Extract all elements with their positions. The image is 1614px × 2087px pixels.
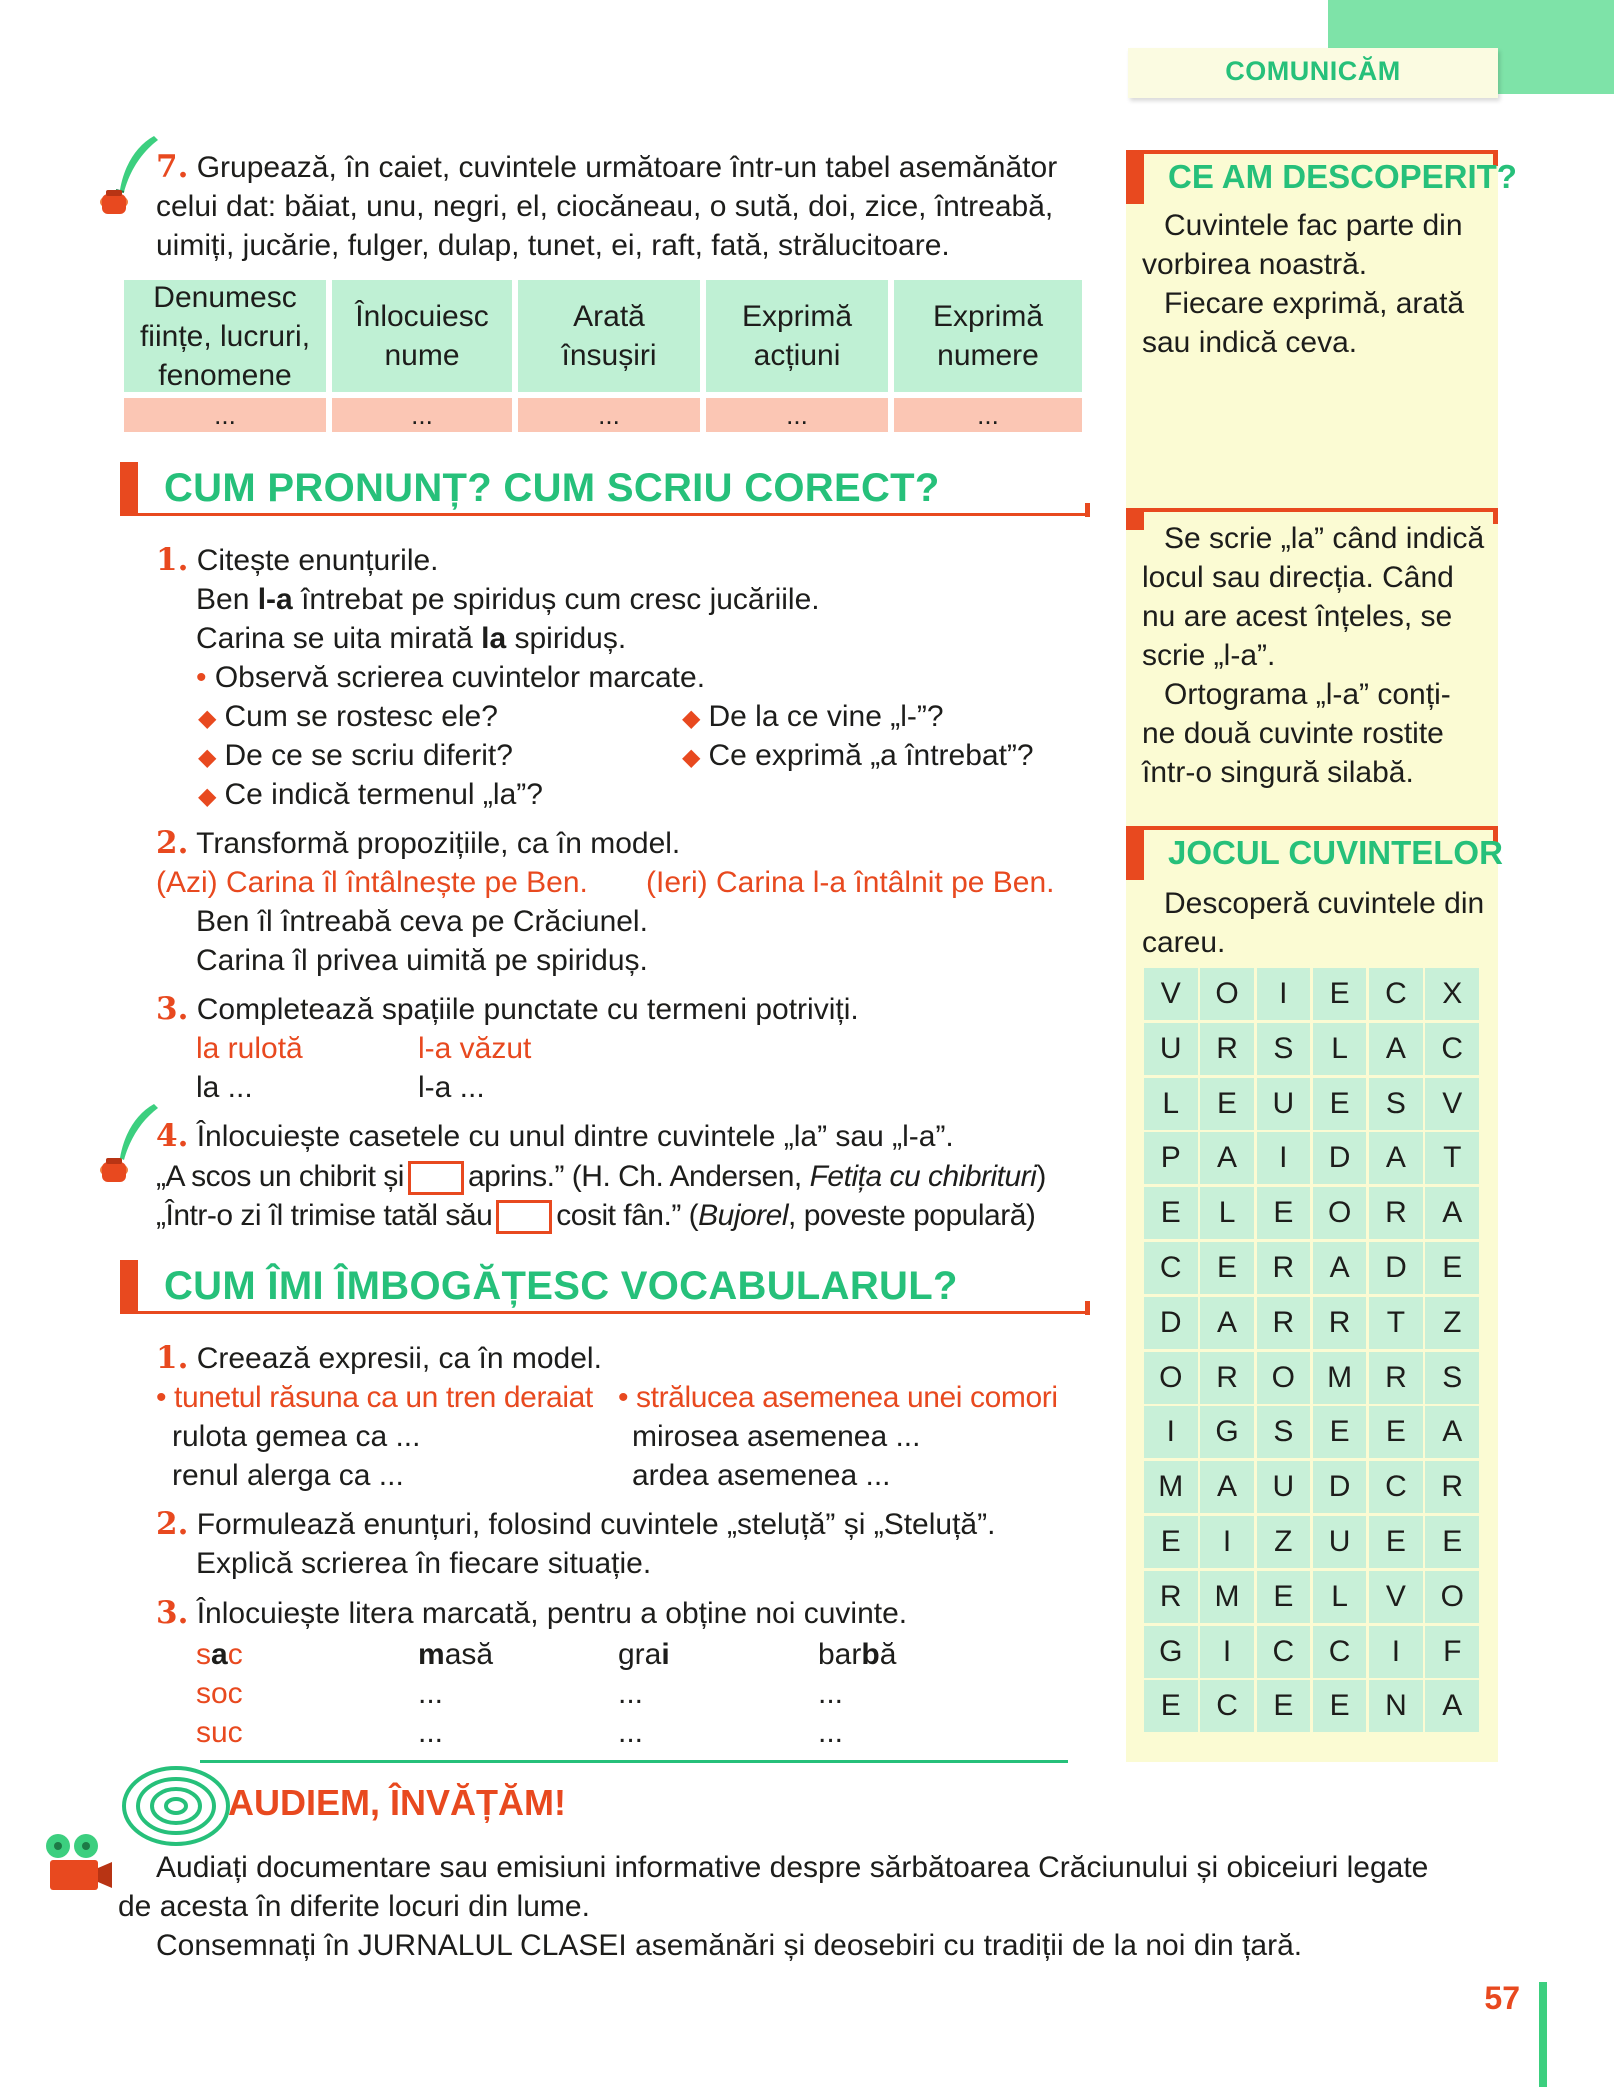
marked-letter: m <box>418 1638 445 1671</box>
sidebar-mark <box>1126 508 1144 530</box>
answer-box[interactable] <box>496 1200 552 1234</box>
grid-cell: E <box>1144 1680 1198 1732</box>
table-header-cell: Exprimă numere <box>894 280 1082 392</box>
s2-ex2-text: Formulează enunțuri, folosind cuvintele „steluță” și „Steluță”. <box>196 1508 996 1541</box>
table-cell: ... <box>894 398 1082 432</box>
grid-cell: M <box>1144 1461 1198 1513</box>
grid-cell: S <box>1425 1352 1479 1404</box>
grid-cell: E <box>1257 1571 1311 1623</box>
grid-cell: I <box>1369 1626 1423 1678</box>
section-marker <box>120 462 138 516</box>
grid-cell: E <box>1257 1187 1311 1239</box>
s1-ex2-number: 2. <box>156 825 189 861</box>
grid-cell: O <box>1313 1187 1367 1239</box>
s1-ex4-number: 4. <box>156 1118 189 1154</box>
model-text: strălucea asemenea unei comori <box>636 1381 1058 1414</box>
question <box>198 775 543 816</box>
sidebar-box1-line: Fiecare exprimă, arată <box>1164 287 1465 320</box>
quote-line <box>156 1196 1035 1235</box>
page-number: 57 <box>1484 1980 1520 2016</box>
s1-ex1-observe <box>196 658 705 697</box>
model-sentence: (Azi) Carina îl întâlnește pe Ben. <box>156 866 588 899</box>
task-expression: ardea asemenea ... <box>632 1459 891 1492</box>
quote-text: „Într-o zi îl trimise tatăl său <box>156 1199 493 1232</box>
s1-ex4-text: Înlocuiește casetele cu unul dintre cuvintele „la” sau „l-a”. <box>196 1120 954 1153</box>
grid-cell: C <box>1313 1626 1367 1678</box>
marked-word: la <box>481 622 507 655</box>
s2-ex3-text: Înlocuiește litera marcată, pentru a obține noi cuvinte. <box>196 1597 908 1630</box>
example-word: la rulotă <box>196 1032 303 1065</box>
grid-cell: D <box>1144 1297 1198 1349</box>
table-header-cell: Denumesc ființe, lucruri, fenomene <box>124 280 326 392</box>
sidebar-box1-line: sau indică ceva. <box>1142 326 1358 359</box>
grid-cell: O <box>1200 968 1254 1020</box>
grid-cell: D <box>1313 1461 1367 1513</box>
grid-cell: V <box>1144 968 1198 1020</box>
grid-cell: I <box>1200 1626 1254 1678</box>
sidebar-tick <box>1493 508 1498 524</box>
sentence-text: întrebat pe spiriduș cum cresc jucăriile. <box>292 583 820 616</box>
answer-box[interactable] <box>408 1161 464 1195</box>
word-item: suc <box>196 1716 243 1749</box>
s1-ex3-instruction <box>156 990 859 1029</box>
fill-blank: la ... <box>196 1071 253 1104</box>
grid-cell: T <box>1425 1132 1479 1184</box>
word-item: ... <box>418 1677 444 1710</box>
task-sentence: Ben îl întreabă ceva pe Crăciunel. <box>196 905 648 938</box>
ex7-line <box>156 148 1057 187</box>
grid-cell: R <box>1369 1187 1423 1239</box>
grid-cell: E <box>1425 1242 1479 1294</box>
grid-cell: N <box>1369 1680 1423 1732</box>
grid-cell: E <box>1313 1680 1367 1732</box>
grid-cell: E <box>1200 1242 1254 1294</box>
quote-text: cosit fân.” ( <box>556 1199 699 1232</box>
audiem-title: AUDIEM, ÎNVĂȚĂM! <box>228 1782 566 1823</box>
grid-cell: C <box>1257 1626 1311 1678</box>
s2-ex3-instruction <box>156 1594 907 1633</box>
grid-cell: E <box>1200 1078 1254 1130</box>
sidebar-mark <box>1126 826 1144 880</box>
section-title: CUM PRONUNȚ? CUM SCRIU CORECT? <box>164 466 940 510</box>
grid-cell: E <box>1144 1187 1198 1239</box>
grid-cell: E <box>1313 1078 1367 1130</box>
grid-cell: I <box>1257 1132 1311 1184</box>
s2-ex2-text: Explică scrierea în fiecare situație. <box>196 1547 652 1580</box>
s1-ex1-number: 1. <box>156 542 189 578</box>
grid-cell: R <box>1200 1352 1254 1404</box>
grid-cell: A <box>1200 1297 1254 1349</box>
table-row <box>124 392 1084 432</box>
grid-cell: S <box>1257 1023 1311 1075</box>
ex7-line: celui dat: băiat, unu, negri, el, ciocăneau, o sută, doi, zice, întreabă, <box>156 190 1054 223</box>
letter: c <box>227 1638 243 1671</box>
grid-cell: E <box>1313 1406 1367 1458</box>
section-tick <box>1085 503 1090 517</box>
sidebar-box2-line: locul sau direcția. Când <box>1142 561 1454 594</box>
marked-letter: i <box>661 1638 670 1671</box>
quote-text: „A scos un chibrit și <box>156 1160 404 1193</box>
marked-word: l-a <box>257 583 293 616</box>
bullet-icon: • <box>196 661 215 694</box>
quote-source: Bujorel <box>698 1199 789 1232</box>
s2-ex1-instruction <box>156 1339 602 1378</box>
quote-source: Fetița cu chibrituri <box>809 1160 1037 1193</box>
model-expression <box>156 1378 593 1417</box>
question-text: Ce indică termenul „la”? <box>224 778 543 811</box>
sidebar-divider <box>1126 826 1498 830</box>
section-rule <box>120 1311 1090 1314</box>
section-title: CUM ÎMI ÎMBOGĂȚESC VOCABULARUL? <box>164 1264 958 1308</box>
sidebar-mark <box>1126 150 1144 204</box>
audiem-text: de acesta în diferite locuri din lume. <box>118 1890 590 1923</box>
word-item <box>618 1635 670 1674</box>
sidebar-box2-line: nu are acest înțeles, se <box>1142 600 1453 633</box>
grid-cell: O <box>1257 1352 1311 1404</box>
grid-cell: E <box>1257 1680 1311 1732</box>
sidebar-box2-line: într-o singură silabă. <box>1142 756 1414 789</box>
s2-ex1-number: 1. <box>156 1340 189 1376</box>
sidebar-box3-line: careu. <box>1142 926 1226 959</box>
word-item: ... <box>418 1716 444 1749</box>
grid-cell: C <box>1425 1023 1479 1075</box>
grid-cell: A <box>1200 1132 1254 1184</box>
bullet-icon: • <box>156 1381 175 1414</box>
spiral-icon <box>120 1760 232 1846</box>
sidebar-box3-title: JOCUL CUVINTELOR <box>1168 834 1503 871</box>
grid-cell: U <box>1313 1516 1367 1568</box>
s1-ex1-sentence <box>196 580 820 619</box>
question-text: De ce se scriu diferit? <box>224 739 513 772</box>
observe-text: Observă scrierea cuvintelor marcate. <box>214 661 706 694</box>
word-item: ... <box>618 1677 644 1710</box>
diamond-icon: ◆ <box>198 744 217 771</box>
grid-cell: A <box>1369 1132 1423 1184</box>
diamond-icon: ◆ <box>198 705 217 732</box>
model-expression <box>618 1378 1058 1417</box>
s1-ex2-text: Transformă propozițiile, ca în model. <box>196 827 681 860</box>
grid-cell: V <box>1425 1078 1479 1130</box>
grid-cell: C <box>1200 1680 1254 1732</box>
grid-cell: E <box>1313 968 1367 1020</box>
s2-ex1-text: Creează expresii, ca în model. <box>196 1342 602 1375</box>
grid-cell: U <box>1257 1078 1311 1130</box>
s1-ex3-text: Completează spațiile punctate cu termeni potriviți. <box>196 993 859 1026</box>
grid-cell: L <box>1313 1023 1367 1075</box>
section-tick <box>1085 1301 1090 1315</box>
grid-cell: A <box>1313 1242 1367 1294</box>
grid-cell: Z <box>1425 1297 1479 1349</box>
grid-cell: I <box>1200 1516 1254 1568</box>
question-text: Ce exprimă „a întrebat”? <box>708 739 1034 772</box>
grid-cell: R <box>1313 1297 1367 1349</box>
question-text: Cum se rostesc ele? <box>224 700 498 733</box>
question <box>682 697 944 738</box>
classification-table <box>124 280 1084 432</box>
grid-cell: U <box>1144 1023 1198 1075</box>
grid-cell: A <box>1425 1187 1479 1239</box>
audiem-text: Audiați documentare sau emisiuni informative despre sărbătoarea Crăciunului și obiceiuri legate <box>156 1851 1429 1884</box>
bullet-icon: • <box>618 1381 637 1414</box>
grid-cell: R <box>1425 1461 1479 1513</box>
s2-ex2-number: 2. <box>156 1506 189 1542</box>
grid-cell: P <box>1144 1132 1198 1184</box>
s1-ex2-instruction <box>156 824 680 863</box>
example-word: l-a văzut <box>418 1032 532 1065</box>
grid-cell: M <box>1313 1352 1367 1404</box>
grid-cell: O <box>1425 1571 1479 1623</box>
quote-line <box>156 1157 1046 1196</box>
sidebar-box1-line: vorbirea noastră. <box>1142 248 1368 281</box>
word-item: ... <box>618 1716 644 1749</box>
table-header-cell: Înlocuiesc nume <box>332 280 512 392</box>
task-expression: rulota gemea ca ... <box>172 1420 421 1453</box>
word-item <box>418 1635 493 1674</box>
grid-cell: E <box>1425 1516 1479 1568</box>
word-item <box>818 1635 896 1674</box>
quote-text: aprins.” (H. Ch. Andersen, <box>467 1160 810 1193</box>
grid-cell: I <box>1144 1406 1198 1458</box>
s1-ex4-instruction <box>156 1117 954 1156</box>
grid-cell: F <box>1425 1626 1479 1678</box>
grid-cell: A <box>1425 1680 1479 1732</box>
table-header-cell: Arată însușiri <box>518 280 700 392</box>
grid-cell: R <box>1257 1242 1311 1294</box>
word-item: ... <box>818 1716 844 1749</box>
task-expression: mirosea asemenea ... <box>632 1420 921 1453</box>
question <box>198 736 513 777</box>
question-text: De la ce vine „l-”? <box>708 700 944 733</box>
word-search-grid <box>1144 968 1484 1732</box>
task-sentence: Carina îl privea uimită pe spiriduș. <box>196 944 648 977</box>
sentence-text: Ben <box>196 583 258 616</box>
letter: s <box>196 1638 211 1671</box>
table-header-row <box>124 280 1084 392</box>
sidebar-box3-line: Descoperă cuvintele din <box>1164 887 1485 920</box>
grid-cell: E <box>1144 1516 1198 1568</box>
diamond-icon: ◆ <box>198 783 217 810</box>
s1-ex3-number: 3. <box>156 991 189 1027</box>
grid-cell: X <box>1425 968 1479 1020</box>
grid-cell: D <box>1369 1242 1423 1294</box>
letter: ă <box>879 1638 897 1671</box>
quote-text: , poveste populară) <box>788 1199 1036 1232</box>
grid-cell: R <box>1144 1571 1198 1623</box>
ex7-line: uimiți, jucărie, fulger, dulap, tunet, ei, raft, fată, strălucitoare. <box>156 229 950 262</box>
sidebar-divider <box>1126 150 1498 154</box>
section-marker <box>120 1260 138 1314</box>
grid-cell: L <box>1144 1078 1198 1130</box>
marked-letter: b <box>861 1638 880 1671</box>
grid-cell: L <box>1313 1571 1367 1623</box>
grid-cell: E <box>1369 1516 1423 1568</box>
audiem-text: Consemnați în JURNALUL CLASEI asemănări și deosebiri cu tradiții de la noi din țară. <box>156 1929 1303 1962</box>
sidebar-box2-line: ne două cuvinte rostite <box>1142 717 1444 750</box>
sidebar-box2-line: scrie „l-a”. <box>1142 639 1276 672</box>
grid-cell: R <box>1369 1352 1423 1404</box>
grid-cell: V <box>1369 1571 1423 1623</box>
question <box>198 697 498 738</box>
table-cell: ... <box>124 398 326 432</box>
grid-cell: R <box>1200 1023 1254 1075</box>
sidebar-box1-line: Cuvintele fac parte din <box>1164 209 1463 242</box>
sentence-text: spiriduș. <box>506 622 627 655</box>
grid-cell: O <box>1144 1352 1198 1404</box>
grid-cell: G <box>1144 1626 1198 1678</box>
grid-cell: C <box>1369 968 1423 1020</box>
diamond-icon: ◆ <box>682 705 701 732</box>
s1-ex1-instruction <box>156 541 439 580</box>
page-edge-bar <box>1539 1982 1547 2087</box>
ex7-number: 7. <box>156 149 189 185</box>
audiem-rule <box>200 1760 1068 1763</box>
grid-cell: U <box>1257 1461 1311 1513</box>
grid-cell: S <box>1369 1078 1423 1130</box>
table-cell: ... <box>706 398 888 432</box>
word-item <box>196 1635 243 1674</box>
question <box>682 736 1034 777</box>
sidebar-box2-line: Se scrie „la” când indică <box>1164 522 1485 555</box>
model-sentence: (Ieri) Carina l-a întâlnit pe Ben. <box>646 866 1055 899</box>
grid-cell: G <box>1200 1406 1254 1458</box>
table-header-cell: Exprimă acțiuni <box>706 280 888 392</box>
letter: asă <box>444 1638 494 1671</box>
table-cell: ... <box>332 398 512 432</box>
grid-cell: D <box>1313 1132 1367 1184</box>
quote-text: ) <box>1036 1160 1046 1193</box>
sentence-text: Carina se uita mirată <box>196 622 482 655</box>
grid-cell: L <box>1200 1187 1254 1239</box>
letter: bar <box>818 1638 862 1671</box>
diamond-icon: ◆ <box>682 744 701 771</box>
film-camera-icon <box>40 1832 114 1894</box>
table-cell: ... <box>518 398 700 432</box>
word-item: soc <box>196 1677 243 1710</box>
marked-letter: a <box>211 1638 228 1671</box>
grid-cell: Z <box>1257 1516 1311 1568</box>
sidebar-box1-title: CE AM DESCOPERIT? <box>1168 158 1517 195</box>
s1-ex1-text: Citește enunțurile. <box>196 544 439 577</box>
grid-cell: E <box>1369 1406 1423 1458</box>
grid-cell: T <box>1369 1297 1423 1349</box>
grid-cell: A <box>1425 1406 1479 1458</box>
grid-cell: S <box>1257 1406 1311 1458</box>
section-rule <box>120 513 1090 516</box>
fill-blank: l-a ... <box>418 1071 485 1104</box>
s1-ex1-sentence <box>196 619 626 658</box>
grid-cell: A <box>1200 1461 1254 1513</box>
s2-ex3-number: 3. <box>156 1595 189 1631</box>
grid-cell: R <box>1257 1297 1311 1349</box>
section-tab-label: COMUNICĂM <box>1225 56 1401 86</box>
grid-cell: A <box>1369 1023 1423 1075</box>
grid-cell: M <box>1200 1571 1254 1623</box>
s2-ex2-instruction <box>156 1505 995 1544</box>
task-expression: renul alerga ca ... <box>172 1459 404 1492</box>
sidebar-divider <box>1126 508 1498 512</box>
grid-cell: C <box>1144 1242 1198 1294</box>
grid-cell: C <box>1369 1461 1423 1513</box>
word-item: ... <box>818 1677 844 1710</box>
sidebar-box2-line: Ortograma „l-a” conți- <box>1164 678 1451 711</box>
ex7-text: Grupează, în caiet, cuvintele următoare într-un tabel asemănător <box>196 151 1058 184</box>
model-text: tunetul răsuna ca un tren deraiat <box>174 1381 593 1414</box>
letter: gra <box>618 1638 662 1671</box>
grid-cell: I <box>1257 968 1311 1020</box>
